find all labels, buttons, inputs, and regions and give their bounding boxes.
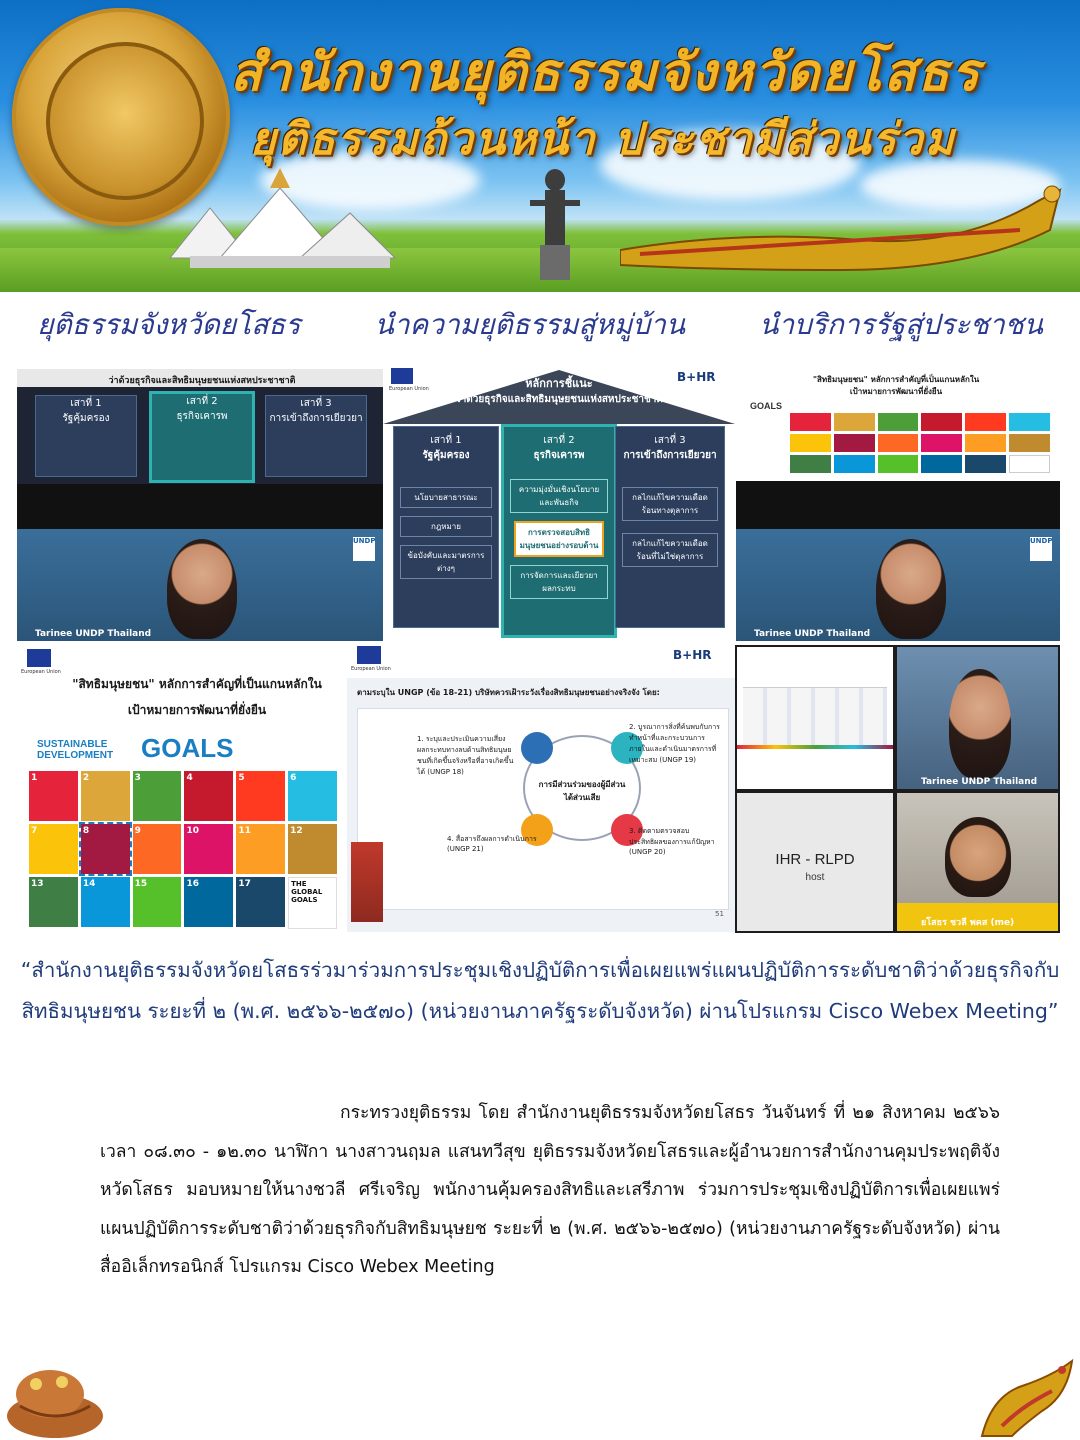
self-avatar xyxy=(945,817,1011,897)
sdg-logo-line1 xyxy=(37,739,113,761)
sdg-tile-16: 16 xyxy=(184,877,233,927)
news-body xyxy=(100,1094,1000,1287)
pillar-number: เสาที่ 3 xyxy=(654,435,686,446)
sdg-tile xyxy=(878,455,919,473)
sdg-tile-5: 5 xyxy=(236,771,285,821)
pillar-item: กฎหมาย xyxy=(400,516,492,537)
sdg-tile xyxy=(921,434,962,452)
meeting-screenshot-pillars-large xyxy=(383,366,735,642)
cycle-step-4: 4. สื่อสารถึงผลการดำเนินการ (UNGP 21) xyxy=(447,835,537,853)
pillar-name: การเข้าถึงการเยียวยา xyxy=(623,450,717,461)
header-banner xyxy=(0,0,1080,292)
participant-avatar xyxy=(949,669,1011,779)
news-headline: “สำนักงานยุติธรรมจังหวัดยโสธรร่วมาร่วมการประชุมเชิงปฏิบัติการเพื่อเผยแพร่แผนปฏิบัติการระดับชาติว่าด้วยธุรกิจกับสิทธิมนุษยชน ระยะที่ ๒ (พ.ศ. ๒๕๖๖-๒๕๗๐) (หน่วยงานภาครัฐระดับจังหวัด) ผ่านโปรแกรม Cisco Webex Meeting” xyxy=(20,958,1060,1023)
cycle-center-label: การมีส่วนร่วมของผู้มีส่วนได้ส่วนเสีย xyxy=(538,780,626,802)
eu-label: European Union xyxy=(389,386,429,392)
slide-page-number: 51 xyxy=(715,910,724,918)
sdg-tile xyxy=(878,413,919,431)
sdg-tile-13: 13 xyxy=(29,877,78,927)
slide-title: "สิทธิมนุษยชน" หลักการสำคัญที่เป็นแกนหลักใน xyxy=(72,677,322,691)
banner-title: สำนักงานยุติธรรมจังหวัดยโสธร xyxy=(230,42,982,103)
naga-boat-illustration xyxy=(620,170,1080,280)
pillar-item: ข้อบังคับและมาตรการต่างๆ xyxy=(400,545,492,579)
sdg-tile-15: 15 xyxy=(133,877,182,927)
pillar-3 xyxy=(615,426,725,628)
naga-head-illustration xyxy=(972,1356,1080,1440)
participant-avatar xyxy=(167,539,237,639)
cycle-step-2: 2. บูรณาการสิ่งที่ค้นพบกับการทำหน้าที่และกระบวนการภายในและดำเนินมาตรการที่เหมาะสม (UNGP 19) xyxy=(629,723,720,764)
slogan-item: นำความยุติธรรมสู่หมู่บ้าน xyxy=(374,308,685,341)
sdg-tile-9: 9 xyxy=(133,824,182,874)
participant-caption: Tarinee UNDP Thailand xyxy=(921,777,1038,787)
pillar-name: รัฐคุ้มครอง xyxy=(62,413,110,424)
eu-label: European Union xyxy=(21,669,61,675)
participant-video xyxy=(897,647,1058,789)
sdg-tile xyxy=(1009,455,1050,473)
slogan-item: นำบริการรัฐสู่ประชาชน xyxy=(759,308,1043,341)
meeting-screenshot-pillars-small xyxy=(17,369,383,641)
shared-slide-thumbnail xyxy=(737,647,893,789)
sdg-tile-8: 8 xyxy=(81,824,130,874)
slogan-item: ยุติธรรมจังหวัดยโสธร xyxy=(37,308,301,341)
meeting-screenshot-sdg-large xyxy=(17,645,347,932)
slide-subtitle: เป้าหมายการพัฒนาที่ยั่งยืน xyxy=(849,387,943,396)
participant-caption: Tarinee UNDP Thailand xyxy=(35,629,152,639)
bhr-logo: B+HR xyxy=(673,648,712,662)
pillar-name: การเข้าถึงการเยียวยา xyxy=(269,413,363,424)
sdg-tile xyxy=(834,413,875,431)
sdg-tile xyxy=(790,413,831,431)
slide-title: ว่าด้วยธุรกิจและสิทธิมนุษยชนแห่งสหประชาชาติ xyxy=(108,376,296,386)
sdg-logo-text: GOALS xyxy=(750,401,783,411)
sdg-tile xyxy=(834,455,875,473)
eu-label: European Union xyxy=(351,666,391,672)
sdg-tile-2: 2 xyxy=(81,771,130,821)
pillar-name: ธุรกิจเคารพ xyxy=(533,450,585,461)
sdg-tile xyxy=(790,455,831,473)
sdg-tile-10: 10 xyxy=(184,824,233,874)
sdg-tile xyxy=(1009,413,1050,431)
host-role: host xyxy=(805,872,825,883)
pillar-name: รัฐคุ้มครอง xyxy=(422,450,470,461)
participant-video xyxy=(17,529,383,641)
sdg-tile xyxy=(921,413,962,431)
book-cover-image xyxy=(351,842,383,922)
pillar-2 xyxy=(149,391,255,483)
sdg-tile xyxy=(965,455,1006,473)
sdg-tile xyxy=(965,434,1006,452)
pillar-2 xyxy=(501,424,617,638)
sdg-tile-7: 7 xyxy=(29,824,78,874)
pillar-number: เสาที่ 3 xyxy=(300,398,332,409)
sdg-logo-text: DEVELOPMENT xyxy=(37,750,114,761)
pillar-item: นโยบายสาธารณะ xyxy=(400,487,492,508)
pillar-1 xyxy=(393,426,499,628)
eu-flag-icon xyxy=(27,649,51,667)
ministry-seal-logo xyxy=(12,8,230,226)
pillar-item-highlight: การตรวจสอบสิทธิมนุษยชนอย่างรอบด้าน xyxy=(514,521,604,557)
slide-title-line2: ว่าด้วยธุรกิจและสิทธิมนุษยชนแห่งสหประชาชาติ xyxy=(455,394,663,405)
sdg-tile-11: 11 xyxy=(236,824,285,874)
sdg-tile xyxy=(878,434,919,452)
toad-sculpture-illustration xyxy=(0,1356,110,1440)
global-goals-tile: THE GLOBAL GOALS xyxy=(288,877,337,929)
pillar-item: กลไกแก้ไขความเดือดร้อนทางตุลาการ xyxy=(622,487,718,521)
pillar-item: กลไกแก้ไขความเดือดร้อนที่ไม่ใช่ตุลาการ xyxy=(622,533,718,567)
self-caption: ยโสธร ชวลี พคส (me) xyxy=(921,918,1015,928)
pillar-item: การจัดการและเยียวยาผลกระทบ xyxy=(510,565,608,599)
sdg-goals-text: GOALS xyxy=(141,733,234,763)
sdg-tile-4: 4 xyxy=(184,771,233,821)
sdg-tile-6: 6 xyxy=(288,771,337,821)
sdg-tile xyxy=(921,455,962,473)
pillar-1 xyxy=(35,395,137,477)
slide-title-line1: หลักการชี้แนะ xyxy=(525,377,593,390)
undp-logo: UNDP xyxy=(1030,537,1052,561)
sdg-tile-grid xyxy=(790,413,1050,473)
bhr-logo: B+HR xyxy=(677,370,716,384)
sdg-logo-text: SUSTAINABLE xyxy=(37,739,108,750)
host-tile xyxy=(737,793,893,931)
sdg-tile-grid xyxy=(29,771,337,929)
meeting-screenshot-ungp xyxy=(347,642,735,932)
eu-flag-icon xyxy=(357,646,381,664)
slogan-row xyxy=(0,300,1080,350)
self-video xyxy=(897,793,1058,931)
sdg-tile-14: 14 xyxy=(81,877,130,927)
sdg-tile xyxy=(790,434,831,452)
participant-avatar xyxy=(876,539,946,639)
webex-gallery-view xyxy=(735,645,1060,933)
pillar-number: เสาที่ 2 xyxy=(186,396,218,407)
pillar-3 xyxy=(265,395,367,477)
news-body-text: กระทรวงยุติธรรม โดย สำนักงานยุติธรรมจังหวัดยโสธร วันจันทร์ ที่ ๒๑ สิงหาคม ๒๕๖๖ เวลา ๐๘.๓๐ - ๑๒.๓๐ นาฬิกา นางสาวนฤมล แสนทวีสุข ยุติธรรมจังหวัดยโสธรและผู้อำนวยการสำนักงานคุมประพฤติจังหวัดโสธร มอบหมายให้นางชวลี ศรีเจริญ พนักงานคุ้มครองสิทธิและเสรีภาพ ร่วมการประชุมเชิงปฏิบัติการเพื่อเผยแพร่แผนปฏิบัติการระดับชาติว่าด้วยธุรกิจกับสิทธิมนุษยช ระยะที่ ๒ (พ.ศ. ๒๕๖๖-๒๕๗๐) (หน่วยงานภาครัฐระดับจังหวัด) ผ่านสื่ออิเล็กทรอนิกส์ โปรแกรม Cisco Webex Meeting xyxy=(100,1103,1000,1277)
slide-header: ตามระบุใน UNGP (ข้อ 18-21) บริษัทควรเฝ้าระวังเรื่องสิทธิมนุษยชนอย่างจริงจัง โดย: xyxy=(357,688,660,697)
pillar-number: เสาที่ 1 xyxy=(70,398,102,409)
participant-video xyxy=(736,529,1060,641)
sdg-tile-12: 12 xyxy=(288,824,337,874)
cycle-step-3: 3. ติดตามตรวจสอบประสิทธิผลของการแก้ปัญหา (UNGP 20) xyxy=(629,827,715,856)
pillar-name: ธุรกิจเคารพ xyxy=(176,411,228,422)
pillar-number: เสาที่ 1 xyxy=(430,435,462,446)
pillar-number: เสาที่ 2 xyxy=(543,435,575,446)
slide-title: "สิทธิมนุษยชน" หลักการสำคัญที่เป็นแกนหลักใน xyxy=(812,375,980,384)
sdg-tile-17: 17 xyxy=(236,877,285,927)
cycle-step-1: 1. ระบุและประเมินความเสี่ยงผลกระทบทางลบด้านสิทธิมนุษยชนที่เกิดขึ้นจริงหรือที่อาจเกิดขึ้นได้ (UNGP 18) xyxy=(417,735,514,776)
sdg-tile xyxy=(965,413,1006,431)
banner-subtitle: ยุติธรรมถ้วนหน้า ประชามีส่วนร่วม xyxy=(250,114,956,165)
host-name: IHR - RLPD xyxy=(775,851,855,868)
meeting-screenshot-sdg-small xyxy=(736,369,1060,641)
undp-logo: UNDP xyxy=(353,537,375,561)
sdg-tile xyxy=(1009,434,1050,452)
pillar-item: ความมุ่งมั่นเชิงนโยบายและพันธกิจ xyxy=(510,479,608,513)
sdg-tile-3: 3 xyxy=(133,771,182,821)
sdg-tile xyxy=(834,434,875,452)
slide-subtitle: เป้าหมายการพัฒนาที่ยั่งยืน xyxy=(127,703,267,717)
participant-caption: Tarinee UNDP Thailand xyxy=(754,629,871,639)
sdg-tile-1: 1 xyxy=(29,771,78,821)
